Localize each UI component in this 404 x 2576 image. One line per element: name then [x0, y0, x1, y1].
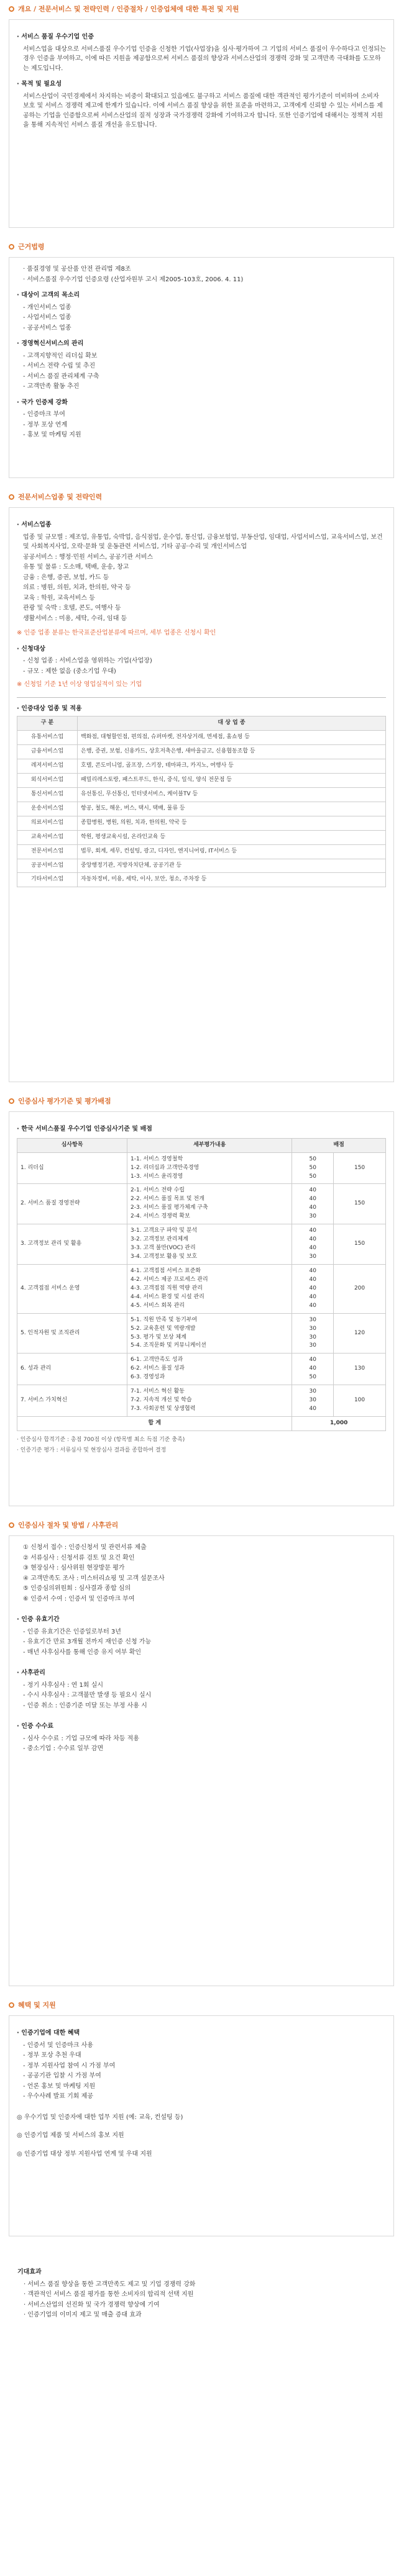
criteria-sum: 130	[334, 1354, 386, 1385]
list-item: - 인증마크 부여	[23, 411, 65, 418]
table-row	[17, 773, 386, 787]
table-header: 배점	[292, 1138, 386, 1152]
effects-line: · 서비스 품질 향상을 통한 고객만족도 제고 및 기업 경쟁력 강화	[24, 2280, 196, 2288]
cert-head: · 서비스 품질 우수기업 인증	[17, 34, 94, 41]
cert-body: 서비스업을 대상으로 서비스품질 우수기업 인증을 신청한 기업(사업장)을 심사·평가하여 그 기업의 서비스 품질이 우수하다고 인정되는 경우 인증을 부여하고, 이에 따른 지원을 제공함으로써 서비스 품질의 향상과 서비스산업의 경쟁력 강화 및 고객만족 극대화를 도모하는 제도입니다.	[23, 45, 386, 72]
criteria-items	[127, 1354, 292, 1385]
criteria-items	[127, 1313, 292, 1354]
industry-detail: 종합병원, 병원, 의원, 치과, 한의원, 약국 등	[78, 816, 386, 830]
total-value: 1,000	[292, 1417, 386, 1431]
criteria-item: 5-1. 직원 만족 및 동기부여	[131, 1316, 198, 1323]
list-item: - 서비스 품질 관리체계 구축	[23, 373, 99, 380]
criteria-item: 5-4. 조직문화 및 커뮤니케이션	[131, 1342, 206, 1349]
industry-category: 기타서비스업	[17, 873, 78, 887]
criteria-point: 40	[309, 1267, 316, 1274]
industry-table-title: · 인증대상 업종 및 적용	[17, 705, 82, 712]
industry-category: 통신서비스업	[17, 787, 78, 802]
criteria-point: 30	[309, 1397, 316, 1404]
after-line: - 정기 사후심사 : 연 1회 실시	[23, 1681, 104, 1689]
table-row	[17, 759, 386, 773]
fee-line: - 심사 수수료 : 기업 규모에 따라 차등 적용	[23, 1735, 139, 1742]
table-header: 구 분	[17, 716, 78, 731]
step-item: ⑥ 인증서 수여 : 인증서 및 인증마크 부여	[23, 1595, 135, 1602]
criteria-item: 4-2. 서비스 제공 프로세스 관리	[131, 1276, 208, 1283]
section-title: 개요 / 전문서비스 및 전략인력 / 인증절차 / 인증업체에 대한 특전 및 지원	[18, 5, 239, 13]
law-line: · 서비스품질 우수기업 인증요령 (산업자원부 고시 제2005-103호, 2006. 4. 11)	[23, 276, 244, 283]
criteria-point: 40	[309, 1196, 316, 1203]
criteria-point: 40	[309, 1365, 316, 1372]
table-row	[17, 1385, 386, 1417]
criteria-sum: 150	[334, 1224, 386, 1265]
table-row	[17, 873, 386, 887]
industry-detail: 법무, 회계, 세무, 컨설팅, 광고, 디자인, 엔지니어링, IT서비스 등	[78, 844, 386, 859]
fee-line: - 중소기업 : 수수료 일부 감면	[23, 1745, 104, 1753]
criteria-point: 40	[309, 1236, 316, 1243]
law-line: · 품질경영 및 공산품 안전 관리법 제8조	[23, 266, 131, 273]
criteria-items	[127, 1385, 292, 1417]
criteria-point: 30	[309, 1342, 316, 1349]
industry-detail: 은행, 증권, 보험, 신용카드, 상호저축은행, 새마을금고, 신용협동조합 등	[78, 745, 386, 759]
criteria-points	[292, 1184, 334, 1224]
criteria-points	[292, 1152, 334, 1184]
criteria-item: 6-2. 서비스 품질 성과	[131, 1365, 185, 1372]
criteria-sub: · 한국 서비스품질 우수기업 인증심사기준 및 배점	[17, 1126, 152, 1133]
industry-warning: ※ 인증 업종 분류는 한국표준산업분류에 따르며, 세부 업종은 신청시 확인	[17, 630, 216, 637]
criteria-category: 1. 리더십	[17, 1152, 127, 1184]
benefit-box	[9, 2015, 394, 2236]
criteria-point: 40	[309, 1227, 316, 1234]
criteria-item: 3-1. 고객요구 파악 및 분석	[131, 1227, 198, 1234]
criteria-point: 50	[309, 1173, 316, 1180]
criteria-points	[292, 1354, 334, 1385]
criteria-item: 6-3. 경영성과	[131, 1374, 165, 1381]
table-header: 심사항목	[17, 1138, 127, 1152]
criteria-point: 40	[309, 1187, 316, 1194]
criteria-category: 3. 고객정보 관리 및 활용	[17, 1224, 127, 1265]
criteria-point: 30	[309, 1254, 316, 1260]
table-row	[17, 1354, 386, 1385]
table-row	[17, 1184, 386, 1224]
table-row	[17, 844, 386, 859]
section-industry-heading	[9, 492, 394, 502]
criteria-items	[127, 1184, 292, 1224]
table-row	[17, 1224, 386, 1265]
benefit-line: - 언론 홍보 및 마케팅 지원	[23, 2082, 96, 2090]
target-head: · 대상이 고객의 목소리	[17, 292, 80, 299]
industry-detail: 학원, 평생교육시설, 온라인교육 등	[78, 830, 386, 844]
criteria-items	[127, 1152, 292, 1184]
circle-bullet-icon	[9, 1098, 14, 1104]
industry-detail: 중앙행정기관, 지방자치단체, 공공기관 등	[78, 859, 386, 873]
criteria-item: 7-2. 지속적 개선 및 학습	[131, 1397, 192, 1404]
section-procedure-heading	[9, 1520, 394, 1530]
section-benefit-heading	[9, 2000, 394, 2010]
criteria-point: 40	[309, 1406, 316, 1412]
industry-detail: 호텔, 콘도미니엄, 골프장, 스키장, 테마파크, 카지노, 여행사 등	[78, 759, 386, 773]
criteria-category: 4. 고객접점 서비스 운영	[17, 1264, 127, 1313]
fee-head: · 인증 수수료	[17, 1723, 54, 1730]
table-row	[17, 1152, 386, 1184]
criteria-point: 40	[309, 1204, 316, 1211]
period-line: - 인증 유효기간은 인증일로부터 3년	[23, 1628, 121, 1635]
list-item: - 공공서비스 업종	[23, 324, 71, 332]
industry-category: 의료서비스업	[17, 816, 78, 830]
cond-note: ※ 신청일 기준 1년 이상 영업실적이 있는 기업	[17, 681, 142, 689]
criteria-note: · 인증기준 평가 : 서류심사 및 현장심사 결과를 종합하여 결정	[17, 1447, 167, 1453]
industry-detail: 항공, 철도, 해운, 버스, 택시, 택배, 물류 등	[78, 802, 386, 816]
after-head: · 사후관리	[17, 1670, 45, 1677]
list-item: - 고객지향적인 리더십 확보	[23, 352, 98, 359]
criteria-item: 2-2. 서비스 품질 목표 및 전개	[131, 1196, 204, 1203]
criteria-category: 2. 서비스 품질 경영전략	[17, 1184, 127, 1224]
criteria-item: 3-3. 고객 불만(VOC) 관리	[131, 1245, 196, 1252]
criteria-item: 2-3. 서비스 품질 평가체계 구축	[131, 1204, 208, 1211]
criteria-item: 7-3. 사회공헌 및 상생협력	[131, 1406, 196, 1412]
divider	[17, 697, 386, 698]
criteria-point: 50	[309, 1164, 316, 1171]
effects-line: · 객관적인 서비스 품질 평가를 통한 소비자의 합리적 선택 지원	[24, 2291, 194, 2298]
criteria-items	[127, 1264, 292, 1313]
criteria-point: 40	[309, 1285, 316, 1291]
cond-line: - 규모 : 제한 없음 (중소기업 우대)	[23, 667, 116, 675]
criteria-item: 2-4. 서비스 경쟁력 확보	[131, 1213, 190, 1220]
circle-bullet-icon	[9, 6, 14, 12]
list-item: - 사업서비스 업종	[23, 314, 71, 322]
benefit-head: · 인증기업에 대한 혜택	[17, 2030, 80, 2037]
table-row	[17, 859, 386, 873]
industry-category: 금융서비스업	[17, 745, 78, 759]
criteria-point: 40	[309, 1276, 316, 1283]
criteria-item: 5-2. 교육훈련 및 역량개발	[131, 1325, 196, 1332]
criteria-category: 6. 성과 관리	[17, 1354, 127, 1385]
section-criteria-heading	[9, 1096, 394, 1106]
benefit-line: - 우수사례 발표 기회 제공	[23, 2093, 93, 2100]
industry-line: 업종 및 규모별 : 제조업, 유통업, 숙박업, 음식점업, 운수업, 통신업, 금융보험업, 부동산업, 임대업, 사업서비스업, 교육서비스업, 보건 및 사회복지사업, 오락·문화 및 운동관련 서비스업, 기타 공공·수리 및 개인서비스업	[23, 533, 383, 551]
period-line: - 유효기간 만료 3개월 전까지 재인증 신청 가능	[23, 1638, 152, 1646]
list-item: - 서비스 전략 수립 및 추진	[23, 363, 96, 370]
table-row	[17, 1313, 386, 1354]
section-title: 근거법령	[18, 243, 45, 251]
section-title: 인증심사 절차 및 방법 / 사후관리	[18, 1521, 119, 1530]
criteria-sum: 200	[334, 1264, 386, 1313]
benefit-line: - 정부 포상 추천 우대	[23, 2052, 81, 2059]
purpose-body: 서비스산업이 국민경제에서 차지하는 비중이 확대되고 있음에도 불구하고 서비스 품질에 대한 객관적인 평가기준이 미비하여 소비자 보호 및 서비스 경쟁력 제고에 한계가 있습니다. 이에 서비스 품질 향상을 위한 표준을 마련하고, 고객에게 신뢰할 수 있는 서비스를 제공하는 기업을 인증함으로써 서비스산업의 질적 성장과 국가경쟁력 강화에 기여하고자 합니다. 또한 인증기업에 대해서는 정책적 지원을 통해 지속적인 서비스 품질 개선을 유도합니다.	[23, 93, 383, 129]
criteria-sum: 150	[334, 1152, 386, 1184]
cond-head: · 신청대상	[17, 645, 45, 653]
industry-line: 공공서비스 : 행정·민원 서비스, 공공기관 서비스	[23, 553, 154, 561]
table-row	[17, 802, 386, 816]
step-item: ③ 현장심사 : 심사위원 현장방문 평가	[23, 1565, 125, 1572]
criteria-point: 30	[309, 1213, 316, 1220]
circle-bullet-icon	[9, 244, 14, 250]
industry-detail: 패밀리레스토랑, 패스트푸드, 한식, 중식, 일식, 양식 전문점 등	[78, 773, 386, 787]
list-item: - 홍보 및 마케팅 지원	[23, 432, 81, 439]
industry-detail: 유선통신, 무선통신, 인터넷서비스, 케이블TV 등	[78, 787, 386, 802]
industry-box	[9, 507, 394, 1082]
criteria-item: 3-2. 고객정보 관리체계	[131, 1236, 188, 1243]
industry-category: 외식서비스업	[17, 773, 78, 787]
criteria-note: · 인증심사 합격기준 : 총점 700점 이상 (항목별 최소 득점 기준 충족)	[17, 1436, 185, 1443]
step-item: ④ 고객만족도 조사 : 미스터리쇼핑 및 고객 설문조사	[23, 1575, 165, 1582]
criteria-point: 40	[309, 1357, 316, 1363]
criteria-point: 50	[309, 1374, 316, 1381]
benefit-line: - 공공기관 입찰 시 가점 부여	[23, 2072, 101, 2080]
industry-category: 전문서비스업	[17, 844, 78, 859]
criteria-sum: 120	[334, 1313, 386, 1354]
list-item: - 고객만족 활동 추진	[23, 383, 80, 391]
criteria-item: 4-4. 서비스 환경 및 시설 관리	[131, 1293, 204, 1300]
criteria-table	[17, 1138, 386, 1431]
list-item: - 정부 포상 연계	[23, 421, 68, 428]
criteria-items	[127, 1224, 292, 1265]
period-line: - 매년 사후심사를 통해 인증 유지 여부 확인	[23, 1648, 142, 1656]
industry-category: 공공서비스업	[17, 859, 78, 873]
list-item: - 개인서비스 업종	[23, 304, 71, 311]
step-item: ① 신청서 접수 : 인증신청서 및 관련서류 제출	[23, 1544, 147, 1552]
period-head: · 인증 유효기간	[17, 1616, 60, 1624]
criteria-item: 6-1. 고객만족도 성과	[131, 1357, 183, 1363]
table-row	[17, 830, 386, 844]
table-total-row	[17, 1417, 386, 1431]
industry-category: 교육서비스업	[17, 830, 78, 844]
industry-detail: 백화점, 대형할인점, 편의점, 슈퍼마켓, 전자상거래, 면세점, 홈쇼핑 등	[78, 731, 386, 745]
criteria-point: 30	[309, 1316, 316, 1323]
criteria-item: 1-3. 서비스 윤리경영	[131, 1173, 183, 1180]
section-overview-heading	[9, 4, 394, 14]
industry-category: 유통서비스업	[17, 731, 78, 745]
industry-line: 의료 : 병원, 의원, 치과, 한의원, 약국 등	[23, 584, 131, 592]
table-row	[17, 731, 386, 745]
criteria-item: 1-1. 서비스 경영철학	[131, 1155, 183, 1162]
industry-detail: 자동차정비, 미용, 세탁, 이사, 보안, 청소, 주차장 등	[78, 873, 386, 887]
expected-effects	[9, 2250, 394, 2320]
section-title: 전문서비스업종 및 전략인력	[18, 493, 103, 502]
criteria-sum: 150	[334, 1184, 386, 1224]
industry-line: 금융 : 은행, 증권, 보험, 카드 등	[23, 574, 109, 581]
criteria-points	[292, 1224, 334, 1265]
table-row	[17, 1264, 386, 1313]
criteria-points	[292, 1264, 334, 1313]
section-title: 인증심사 평가기준 및 평가배점	[18, 1097, 111, 1106]
criteria-box	[9, 1111, 394, 1506]
criteria-item: 4-5. 서비스 회복 관리	[131, 1302, 185, 1309]
criteria-points	[292, 1313, 334, 1354]
purpose-head: · 목적 및 필요성	[17, 81, 62, 88]
after-line: - 인증 취소 : 인증기준 미달 또는 부정 사용 시	[23, 1702, 147, 1709]
effects-line: · 서비스산업의 선진화 및 국가 경쟁력 향상에 기여	[24, 2301, 160, 2308]
criteria-item: 7-1. 서비스 혁신 활동	[131, 1388, 185, 1395]
criteria-point: 40	[309, 1302, 316, 1309]
table-row	[17, 745, 386, 759]
criteria-category: 5. 인적자원 및 조직관리	[17, 1313, 127, 1354]
criteria-item: 2-1. 서비스 전략 수립	[131, 1187, 185, 1194]
circle-bullet-icon	[9, 494, 14, 500]
table-row	[17, 787, 386, 802]
industry-line: 교육 : 학원, 교육서비스 등	[23, 594, 95, 602]
step-item: ② 서류심사 : 신청서류 검토 및 요건 확인	[23, 1554, 135, 1561]
section-law-heading	[9, 242, 394, 252]
criteria-category: 7. 서비스 가치혁신	[17, 1385, 127, 1417]
criteria-point: 40	[309, 1293, 316, 1300]
effects-line: · 인증기업의 이미지 제고 및 매출 증대 효과	[24, 2312, 142, 2319]
criteria-points	[292, 1385, 334, 1417]
total-label: 합 계	[17, 1417, 292, 1431]
benefit-q: ◎ 인증기업 대상 정부 지원사업 연계 및 우대 지원	[17, 2150, 152, 2158]
after-line: - 수시 사후심사 : 고객불만 발생 등 필요시 실시	[23, 1692, 152, 1699]
criteria-item: 5-3. 평가 및 보상 체계	[131, 1334, 186, 1340]
circle-bullet-icon	[9, 2002, 14, 2008]
criteria-point: 40	[309, 1245, 316, 1252]
benefit-line: - 인증서 및 인증마크 사용	[23, 2041, 93, 2049]
procedure-box	[9, 1535, 394, 1986]
criteria-point: 30	[309, 1334, 316, 1340]
industry-table	[17, 716, 386, 887]
mgmt-head: · 경영혁신서비스의 관리	[17, 340, 84, 348]
table-row	[17, 816, 386, 830]
table-header: 세부평가내용	[127, 1138, 292, 1152]
criteria-point: 30	[309, 1325, 316, 1332]
cond-line: - 신청 업종 : 서비스업을 영위하는 기업(사업장)	[23, 658, 152, 665]
criteria-item: 1-2. 리더십과 고객만족경영	[131, 1164, 200, 1171]
circle-bullet-icon	[9, 1522, 14, 1528]
industry-line: 관광 및 숙박 : 호텔, 콘도, 여행사 등	[23, 605, 121, 612]
overview-box	[9, 19, 394, 228]
section-title: 혜택 및 지원	[18, 2001, 56, 2010]
industry-head: · 서비스업종	[17, 522, 52, 529]
step-item: ⑤ 인증심의위원회 : 심사결과 종합 심의	[23, 1585, 131, 1593]
criteria-point: 30	[309, 1388, 316, 1395]
criteria-point: 50	[309, 1155, 316, 1162]
criteria-sum: 100	[334, 1385, 386, 1417]
cert-enh-head: · 국가 인증제 강화	[17, 399, 68, 406]
law-box	[9, 257, 394, 478]
industry-line: 생활서비스 : 미용, 세탁, 수리, 임대 등	[23, 615, 127, 622]
benefit-line: - 정부 지원사업 참여 시 가점 부여	[23, 2062, 116, 2069]
table-header: 대 상 업 종	[78, 716, 386, 731]
criteria-item: 3-4. 고객정보 활용 및 보호	[131, 1254, 198, 1260]
benefit-q: ◎ 인증기업 제품 및 서비스의 홍보 지원	[17, 2132, 124, 2140]
industry-line: 유통 및 물류 : 도소매, 택배, 운송, 창고	[23, 564, 129, 571]
industry-category: 운송서비스업	[17, 802, 78, 816]
criteria-item: 4-3. 고객접점 직원 역량 관리	[131, 1285, 203, 1291]
effects-head: 기대효과	[17, 2269, 42, 2276]
industry-category: 레저서비스업	[17, 759, 78, 773]
benefit-q: ◎ 우수기업 및 인증자에 대한 업무 지원 (예: 교육, 컨설팅 등)	[17, 2113, 183, 2121]
criteria-item: 4-1. 고객접점 서비스 표준화	[131, 1267, 201, 1274]
